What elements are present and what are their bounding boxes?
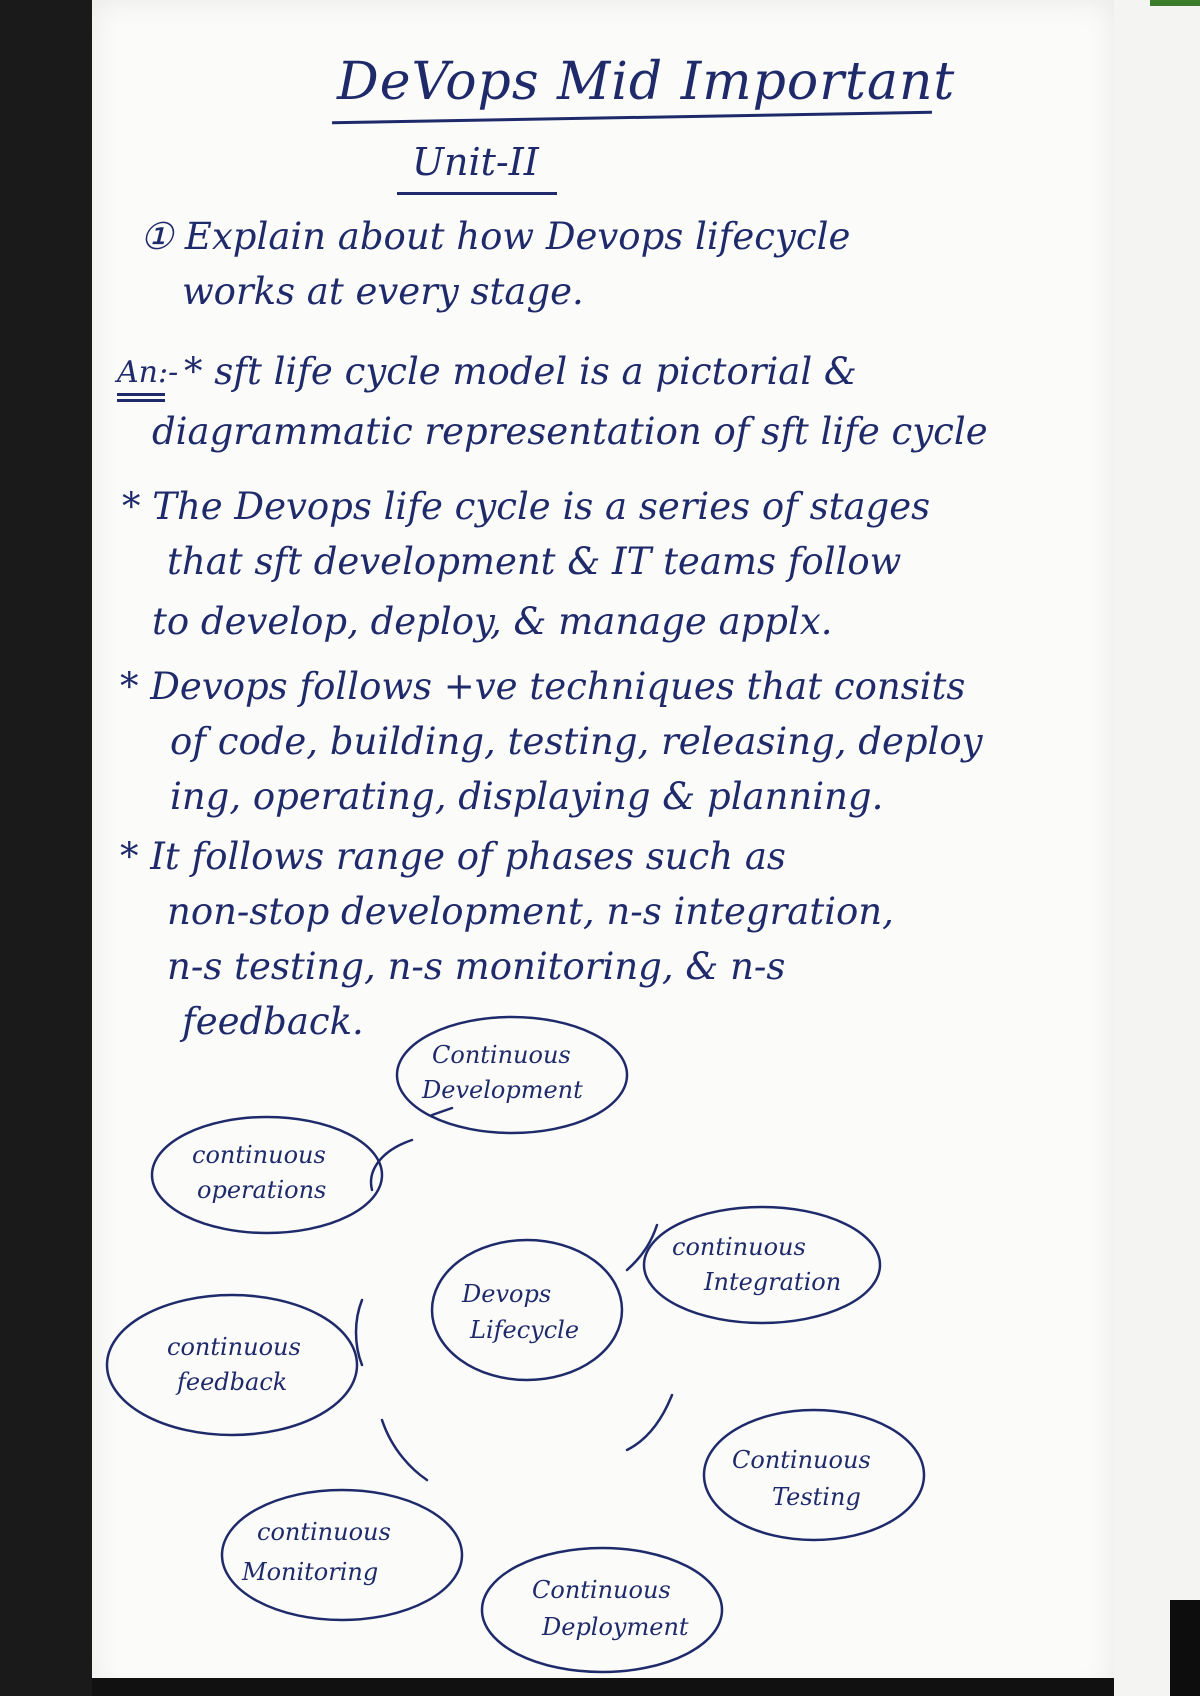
notebook-page	[92, 0, 1114, 1696]
node-testing-label-2: Testing	[772, 1483, 861, 1511]
center-label-2: Lifecycle	[470, 1316, 580, 1344]
node-monitoring-label-2: Monitoring	[242, 1558, 379, 1586]
node-feedback	[107, 1295, 357, 1435]
node-development-label-2: Development	[422, 1076, 583, 1104]
node-monitoring-label-1: continuous	[257, 1518, 391, 1546]
answer-line: diagrammatic representation of sft life cycle	[152, 410, 988, 453]
node-development	[397, 1017, 627, 1133]
node-deployment-label-2: Deployment	[542, 1613, 689, 1641]
node-testing	[704, 1410, 924, 1540]
node-operations-label-2: operations	[197, 1176, 327, 1204]
node-deployment-label-1: Continuous	[532, 1576, 671, 1604]
node-feedback-label-2: feedback	[177, 1368, 288, 1396]
arrow-operations-development	[432, 1108, 452, 1115]
answer-line: to develop, deploy, & manage applx.	[152, 600, 833, 643]
answer-line: non-stop development, n-s integration,	[167, 890, 894, 933]
answer-line: of code, building, testing, releasing, deploy	[170, 720, 983, 763]
node-development-label-1: Continuous	[432, 1041, 571, 1069]
node-deployment	[482, 1548, 722, 1672]
answer-line: feedback.	[182, 1000, 364, 1043]
scan-edge-accent	[1150, 0, 1200, 6]
arrow-operations-feedback	[371, 1140, 412, 1190]
scan-bottom-edge	[92, 1678, 1114, 1696]
unit-heading: Unit-II	[412, 140, 539, 184]
node-integration-label-2: Integration	[704, 1268, 842, 1296]
page-title: DeVops Mid Important	[337, 52, 956, 112]
scan-shadow	[1170, 1600, 1200, 1696]
answer-line: ing, operating, displaying & planning.	[170, 775, 884, 818]
node-integration-label-1: continuous	[672, 1233, 806, 1261]
answer-line: n-s testing, n-s monitoring, & n-s	[167, 945, 786, 988]
node-feedback-label-1: continuous	[167, 1333, 301, 1361]
arrow-feedback-monitoring	[382, 1420, 427, 1480]
arrow-testing-deployment	[627, 1395, 672, 1450]
page-edge-right	[1114, 0, 1200, 1696]
question-line-2: works at every stage.	[182, 270, 584, 313]
answer-line: * It follows range of phases such as	[120, 835, 786, 878]
node-testing-label-1: Continuous	[732, 1446, 871, 1474]
node-center	[432, 1240, 622, 1380]
center-label-1: Devops	[462, 1280, 552, 1308]
answer-line: * Devops follows +ve techniques that consits	[120, 665, 966, 708]
node-monitoring	[222, 1490, 462, 1620]
arrow-center-integration	[627, 1225, 657, 1270]
devops-lifecycle-diagram	[92, 0, 1114, 1696]
answer-label: An:-	[117, 355, 179, 390]
answer-line: that sft development & IT teams follow	[167, 540, 902, 583]
node-operations	[152, 1117, 382, 1233]
answer-line: * sft life cycle model is a pictorial &	[184, 350, 857, 393]
node-operations-label-1: continuous	[192, 1141, 326, 1169]
answer-line: * The Devops life cycle is a series of stages	[122, 485, 931, 528]
node-integration	[644, 1207, 880, 1323]
question-line-1: ① Explain about how Devops lifecycle	[140, 215, 851, 258]
